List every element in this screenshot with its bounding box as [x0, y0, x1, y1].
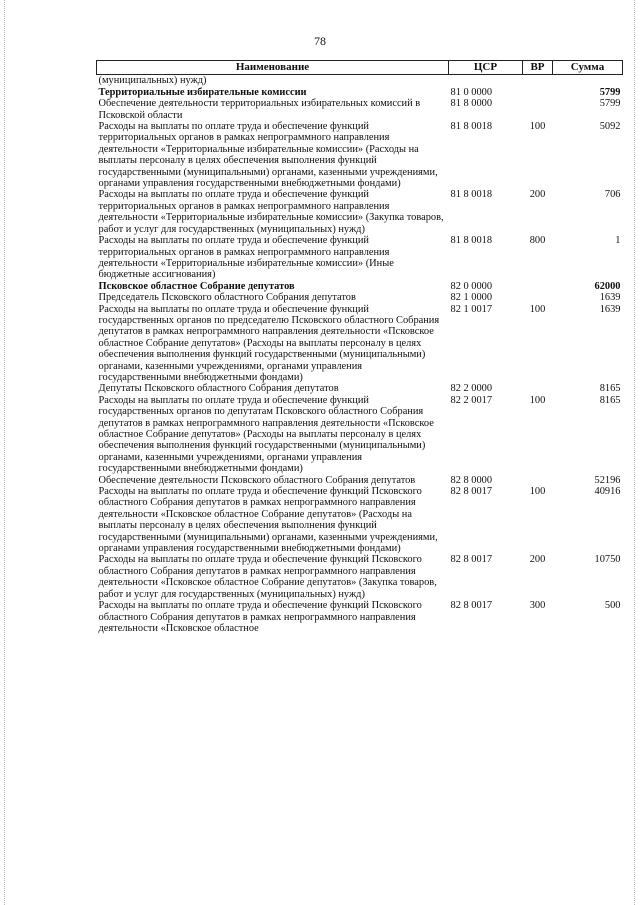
cell-sum: 5799 [599, 98, 621, 110]
cell-sum: 1 [615, 235, 621, 247]
cell-vr: 300 [529, 600, 546, 612]
cell-sum: 500 [604, 600, 621, 612]
cell-name: Обеспечение деятельности территориальных избирательных комиссий в Псковской области [98, 98, 421, 121]
scan-edge-right [634, 0, 636, 905]
table-row [97, 486, 623, 554]
cell-vr: 100 [529, 486, 546, 498]
cell-name: Обеспечение деятельности Псковского областного Собрания депутатов [98, 474, 416, 486]
cell-sum: 10750 [594, 554, 621, 566]
cell-csr: 81 8 0018 [450, 235, 493, 247]
cell-sum: 1639 [599, 292, 621, 304]
cell-csr: 82 8 0000 [450, 474, 493, 486]
cell-vr [523, 475, 553, 486]
cell-vr: 200 [529, 189, 546, 201]
page-number: 78 [314, 34, 326, 48]
cell-sum: 5092 [599, 121, 621, 133]
cell-name: Расходы на выплаты по оплате труда и обеспечение функций Псковского областного Собрания депутатов в рамках непрограммного направления деятельности «Псковское областное Собрание депутатов» (Расходы на выплаты персоналу в целях обеспечения выполнения функций государственными (муниципальными) органами, казенными учреждениями, органами управления государственными внебюджетными фондами) [98, 486, 438, 555]
cell-sum: 52196 [594, 474, 621, 486]
cell-vr: 100 [529, 121, 546, 133]
header-sum: Сумма [553, 61, 623, 75]
cell-sum: 8165 [599, 383, 621, 395]
cell-csr: 82 0 0000 [450, 280, 493, 292]
cell-vr [523, 87, 553, 98]
cell-vr [523, 75, 553, 87]
table-row [97, 554, 623, 600]
table-row [97, 281, 623, 292]
cell-csr: 81 8 0018 [450, 189, 493, 201]
cell-name: Псковское областное Собрание депутатов [98, 280, 295, 292]
cell-sum [553, 75, 623, 87]
cell-csr: 81 8 0000 [450, 98, 493, 110]
table-row [97, 189, 623, 235]
cell-vr [523, 292, 553, 303]
header-csr: ЦСР [449, 61, 523, 75]
cell-vr [523, 281, 553, 292]
cell-csr: 82 8 0017 [450, 554, 493, 566]
cell-vr [523, 98, 553, 121]
cell-csr [449, 75, 523, 87]
table-row [97, 475, 623, 486]
budget-table [96, 60, 623, 634]
cell-sum: 62000 [594, 280, 621, 292]
cell-name: Депутаты Псковского областного Собрания депутатов [98, 383, 339, 395]
cell-csr: 82 8 0017 [450, 486, 493, 498]
cell-csr: 82 8 0017 [450, 600, 493, 612]
cell-name: Расходы на выплаты по оплате труда и обеспечение функций Псковского областного Собрания депутатов в рамках непрограммного направления деятельности «Псковское областное Собрание депутатов» (Закупка товаров, работ и услуг для государственных (муниципальных) нужд) [98, 554, 437, 600]
table-row [97, 87, 623, 98]
cell-csr: 82 2 0017 [450, 394, 493, 406]
cell-csr: 81 0 0000 [450, 86, 493, 98]
cell-name: Расходы на выплаты по оплате труда и обеспечение функций государственных органов по председателю Псковского областного Собрания депутатов в рамках непрограммного направления деятельности «Псковское областное Собрание депутатов» (Расходы на выплаты персоналу в целях обеспечения выполнения функций государственными (муниципальными) органами, казенными учреждениями, органами управления государственными внебюджетными фондами) [98, 303, 440, 383]
table-row [97, 75, 623, 87]
cell-name: Расходы на выплаты по оплате труда и обеспечение функций государственных органов по депутатам Псковского областного Собрания депутатов в рамках непрограммного направления деятельности «Псковское областное Собрание депутатов» (Расходы на выплаты персоналу в целях обеспечения выполнения функций государственными (муниципальными) органами, казенными учреждениями, органами управления государственными внебюджетными фондами) [98, 394, 434, 475]
cell-csr: 82 2 0000 [450, 383, 493, 395]
cell-vr: 100 [529, 303, 546, 315]
table-row [97, 292, 623, 303]
cell-sum: 8165 [599, 394, 621, 406]
cell-name: Расходы на выплаты по оплате труда и обеспечение функций Псковского областного Собрания депутатов в рамках непрограммного направления деятельности «Псковское областное [98, 600, 422, 634]
cell-csr: 81 8 0018 [450, 121, 493, 133]
header-name: Наименование [97, 61, 449, 75]
table-row [97, 383, 623, 394]
table-row [97, 600, 623, 634]
cell-vr [523, 383, 553, 394]
cell-sum: 40916 [594, 486, 621, 498]
table-body [97, 75, 623, 634]
cell-csr: 82 1 0000 [450, 292, 493, 304]
cell-name: Председатель Псковского областного Собрания депутатов [98, 292, 356, 304]
table-header-row [97, 61, 623, 75]
cell-name: Расходы на выплаты по оплате труда и обеспечение функций территориальных органов в рамках непрограммного направления деятельности «Территориальные избирательные комиссии» (Иные бюджетные ассигнования) [98, 235, 394, 281]
cell-vr: 800 [529, 235, 546, 247]
table-row [97, 395, 623, 475]
table-row [97, 98, 623, 121]
cell-sum: 5799 [599, 86, 621, 98]
cell-name: Расходы на выплаты по оплате труда и обеспечение функций территориальных органов в рамках непрограммного направления деятельности «Территориальные избирательные комиссии» (Расходы на выплаты персоналу в целях обеспечения выполнения функций государственными (муниципальными) органами, казенными учреждениями, органами управления государственными внебюджетными фондами) [98, 121, 438, 190]
table-row [97, 235, 623, 281]
cell-name: (муниципальных) нужд) [98, 75, 207, 87]
table-row [97, 304, 623, 384]
cell-sum: 1639 [599, 303, 621, 315]
cell-csr: 82 1 0017 [450, 303, 493, 315]
header-vr: ВР [523, 61, 553, 75]
table-row [97, 121, 623, 189]
cell-vr: 200 [529, 554, 546, 566]
cell-name: Территориальные избирательные комиссии [98, 86, 307, 98]
cell-name: Расходы на выплаты по оплате труда и обеспечение функций территориальных органов в рамках непрограммного направления деятельности «Территориальные избирательные комиссии» (Закупка товаров, работ и услуг для государственных (муниципальных) нужд) [98, 189, 444, 235]
scan-edge-left [4, 0, 6, 905]
cell-sum: 706 [604, 189, 621, 201]
cell-vr: 100 [529, 394, 546, 406]
